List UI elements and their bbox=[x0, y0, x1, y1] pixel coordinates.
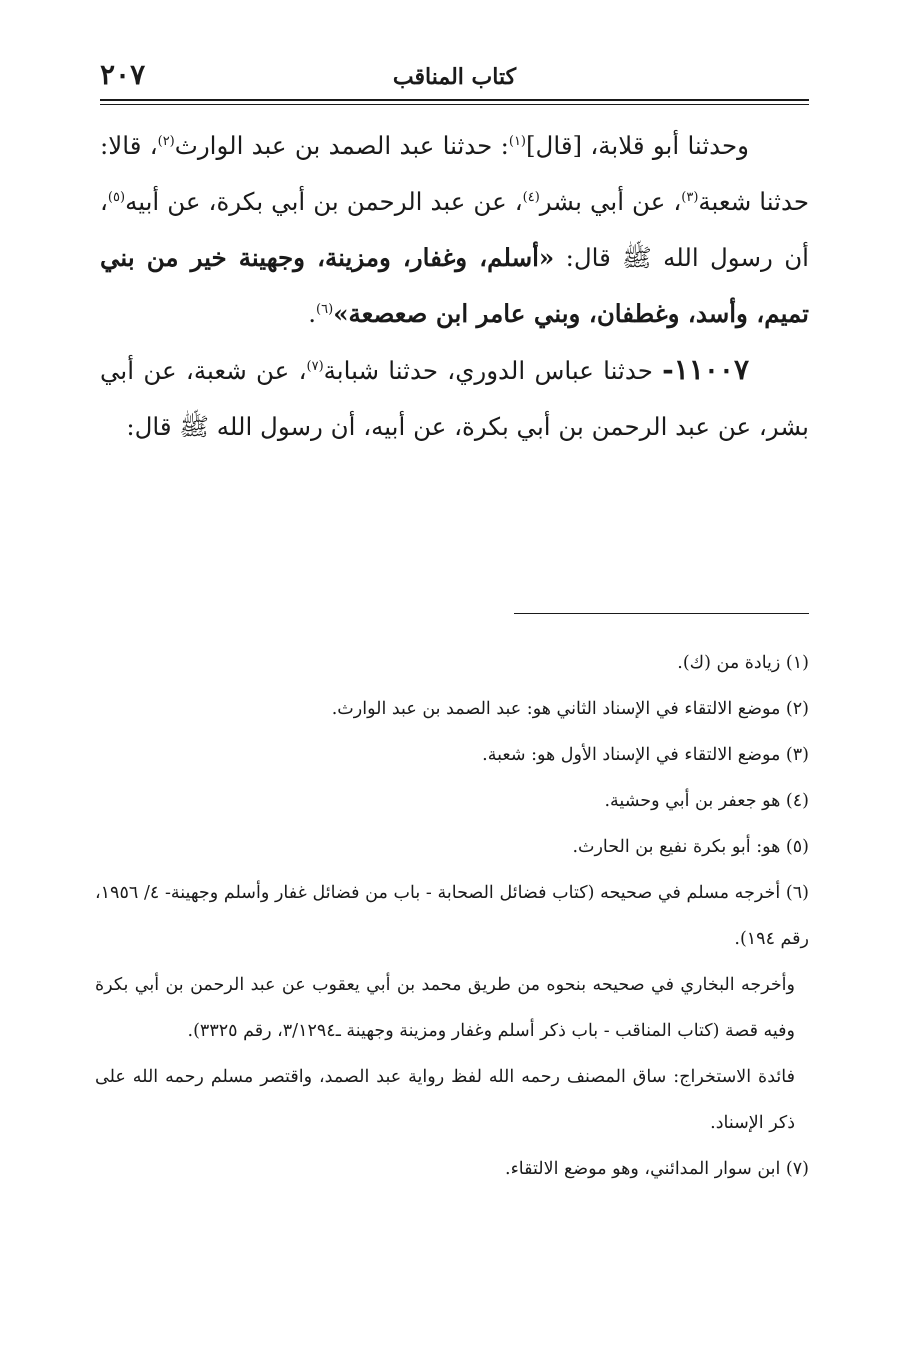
footnote-6-benefit: فائدة الاستخراج: ساق المصنف رحمه الله لفظ رواية عبد الصمد، واقتصر مسلم رحمه الله على ذكر الإسناد. bbox=[95, 1067, 795, 1133]
note-ref-4: (٤) bbox=[522, 189, 540, 205]
hadith-number: ١١٠٠٧- bbox=[662, 353, 749, 386]
page-header bbox=[100, 58, 809, 96]
para2-text-b: ، عن شعبة، عن أبي بشر، عن عبد الرحمن بن أبي بكرة، عن أبيه، أن رسول الله ﷺ قال: bbox=[100, 356, 809, 441]
running-title: كتاب المناقب bbox=[392, 64, 517, 90]
header-rule bbox=[100, 99, 809, 105]
page-number: ٢٠٧ bbox=[100, 58, 146, 91]
note-ref-2: (٢) bbox=[157, 133, 175, 149]
paragraph-1 bbox=[100, 118, 809, 342]
para1-text-a: : حدثنا عبد الصمد بن عبد الوارث bbox=[174, 131, 509, 160]
footnote-separator bbox=[514, 613, 809, 614]
paragraph-2 bbox=[100, 342, 809, 455]
footnote-7: (٧) ابن سوار المدائني، وهو موضع الالتقاء. bbox=[505, 1159, 809, 1179]
para1-text-d: ، عن عبد الرحمن بن أبي بكرة، عن أبيه bbox=[125, 187, 523, 216]
footnote-5: (٥) هو: أبو بكرة نفيع بن الحارث. bbox=[572, 837, 809, 857]
note-ref-3: (٣) bbox=[681, 189, 699, 205]
footnote-2: (٢) موضع الالتقاء في الإسناد الثاني هو: عبد الصمد بن عبد الوارث. bbox=[331, 699, 809, 719]
footnote-3: (٣) موضع الالتقاء في الإسناد الأول هو: شعبة. bbox=[482, 745, 809, 765]
note-ref-7: (٧) bbox=[306, 358, 324, 374]
footnotes bbox=[95, 640, 809, 1192]
para2-text-a: حدثنا عباس الدوري، حدثنا شبابة bbox=[323, 356, 663, 385]
footnote-6: (٦) أخرجه مسلم في صحيحه (كتاب فضائل الصحابة - باب من فضائل غفار وأسلم وجهينة- ٤/ ١٩٥٦، رقم ١٩٤). bbox=[95, 883, 809, 949]
para1-end: . bbox=[308, 299, 317, 328]
para1-text-b: ، قالا: حدثنا شعبة bbox=[100, 131, 809, 216]
note-ref-5: (٥) bbox=[107, 189, 126, 205]
hadith-matn: «أسلم، وغفار، ومزينة، وجهينة خير من بني تميم، وأسد، وغطفان، وبني عامر ابن صعصعة» bbox=[100, 243, 809, 328]
note-ref-1: (١) bbox=[508, 133, 526, 149]
footnote-4: (٤) هو جعفر بن أبي وحشية. bbox=[604, 791, 809, 811]
para1-text-c: ، عن أبي بشر bbox=[539, 187, 682, 216]
note-ref-6: (٦) bbox=[316, 301, 334, 317]
para1-lead: وحدثنا أبو قلابة، [قال] bbox=[526, 131, 749, 160]
para1-text-e: ، أن رسول الله ﷺ قال: bbox=[100, 187, 809, 272]
footnote-6-continued: وأخرجه البخاري في صحيحه بنحوه من طريق محمد بن أبي يعقوب عن عبد الرحمن بن أبي بكرة وفيه قصة (كتاب المناقب - باب ذكر أسلم وغفار ومزينة وجهينة ـ٣/١٢٩٤، رقم ٣٣٢٥). bbox=[95, 975, 795, 1041]
main-text bbox=[100, 118, 809, 455]
footnote-1: (١) زيادة من (ك). bbox=[677, 653, 809, 673]
